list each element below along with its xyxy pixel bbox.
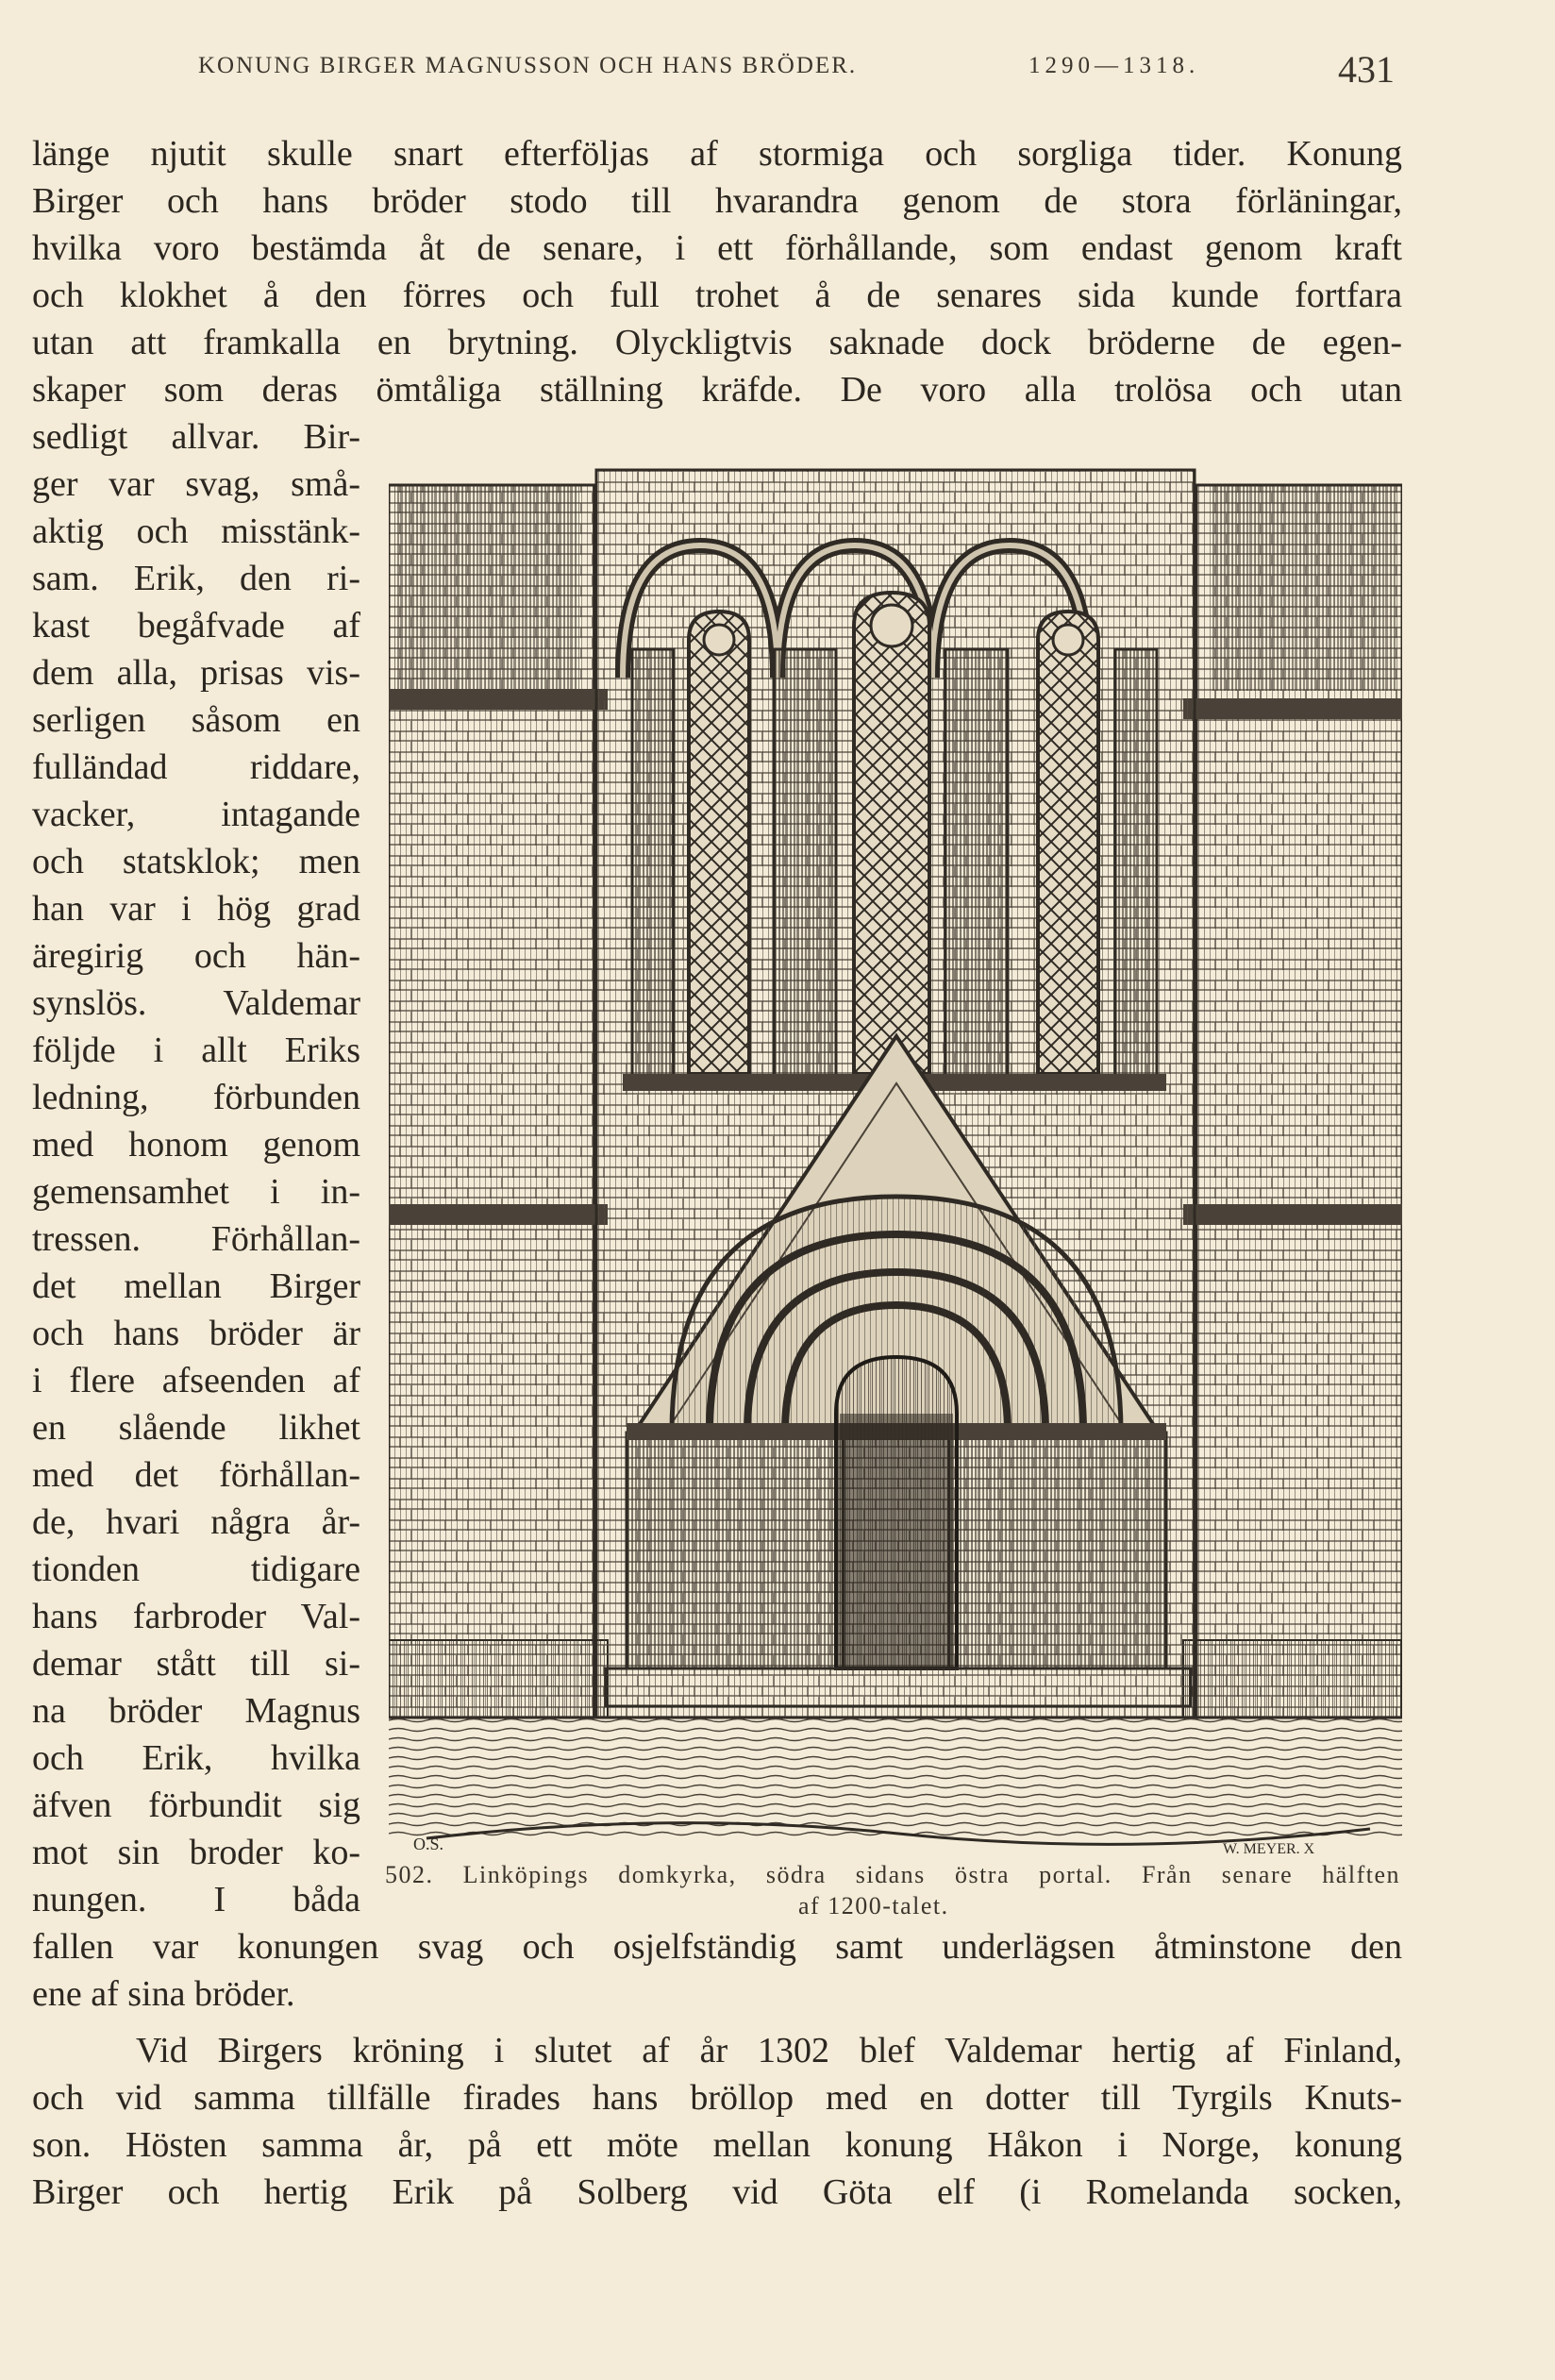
- text-line: äfven förbundit sig: [32, 1785, 360, 1825]
- text-line: gemensamhet i in-: [32, 1172, 360, 1212]
- running-years: 1290—1318.: [1028, 53, 1200, 78]
- text-line: och klokhet å den förres och full trohet å de senares sida kunde fortfara: [32, 276, 1402, 315]
- text-line: en slående likhet: [32, 1408, 360, 1448]
- page-number: 431: [1338, 48, 1395, 91]
- artist-mark-right: W. MEYER. X: [1223, 1841, 1315, 1857]
- text-line: nungen. I båda: [32, 1880, 360, 1919]
- text-line: vacker, intagande: [32, 795, 360, 834]
- text-line: med det förhållan-: [32, 1455, 360, 1495]
- text-line: det mellan Birger: [32, 1266, 360, 1306]
- text-line: länge njutit skulle snart efterföljas af stormiga och sorgliga tider. Konung: [32, 134, 1402, 174]
- text-line: synslös. Valdemar: [32, 983, 360, 1023]
- text-line: han var i hög grad: [32, 889, 360, 929]
- text-line: utan att framkalla en brytning. Olyckligtvis saknade dock bröderne de egen-: [32, 323, 1402, 362]
- text-line: tionden tidigare: [32, 1550, 360, 1589]
- text-line: son. Hösten samma år, på ett möte mellan konung Håkon i Norge, konung: [32, 2125, 1402, 2165]
- text-line: och hans bröder är: [32, 1314, 360, 1353]
- text-line: och statsklok; men: [32, 842, 360, 881]
- text-line: demar stått till si-: [32, 1644, 360, 1684]
- text-line: kast begåfvade af: [32, 606, 360, 645]
- text-line: hans farbroder Val-: [32, 1597, 360, 1636]
- text-line: aktig och misstänk-: [32, 511, 360, 551]
- text-line: dem alla, prisas vis-: [32, 653, 360, 693]
- text-line: Vid Birgers kröning i slutet af år 1302 blef Valdemar hertig af Finland,: [136, 2031, 1402, 2070]
- text-line: fallen var konungen svag och osjelfständig samt underlägsen åtminstone den: [32, 1927, 1402, 1967]
- text-line: serligen såsom en: [32, 700, 360, 740]
- text-line: ledning, förbunden: [32, 1078, 360, 1117]
- text-line: fulländad riddare,: [32, 747, 360, 787]
- text-line: hvilka voro bestämda åt de senare, i ett förhållande, som endast genom kraft: [32, 228, 1402, 268]
- running-head: [198, 53, 1415, 79]
- text-line: ger var svag, små-: [32, 464, 360, 504]
- artist-mark-left: O.S.: [413, 1835, 444, 1853]
- text-line: och Erik, hvilka: [32, 1738, 360, 1778]
- text-line: äregirig och hän-: [32, 936, 360, 976]
- text-line: skaper som deras ömtåliga ställning kräfde. De voro alla trolösa och utan: [32, 370, 1402, 410]
- engraving-svg: [389, 451, 1402, 1857]
- text-line: Birger och hans bröder stodo till hvarandra genom de stora förläningar,: [32, 181, 1402, 221]
- text-line: sam. Erik, den ri-: [32, 559, 360, 598]
- figure-caption-line-1: 502. Linköpings domkyrka, södra sidans östra portal. Från senare hälften: [385, 1861, 1400, 1888]
- text-line: de, hvari några år-: [32, 1502, 360, 1542]
- text-line: Birger och hertig Erik på Solberg vid Göta elf (i Romelanda socken,: [32, 2172, 1402, 2212]
- text-line: tressen. Förhållan-: [32, 1219, 360, 1259]
- text-line: och vid samma tillfälle firades hans bröllop med en dotter till Tyrgils Knuts-: [32, 2078, 1402, 2118]
- text-line: följde i allt Eriks: [32, 1031, 360, 1070]
- cathedral-portal-engraving: [389, 451, 1402, 1857]
- running-title: KONUNG BIRGER MAGNUSSON OCH HANS BRÖDER.: [198, 53, 858, 78]
- text-line: i flere afseenden af: [32, 1361, 360, 1400]
- text-line: sedligt allvar. Bir-: [32, 417, 360, 457]
- text-line: na bröder Magnus: [32, 1691, 360, 1731]
- text-line: ene af sina bröder.: [32, 1974, 295, 2014]
- text-line: mot sin broder ko-: [32, 1833, 360, 1872]
- figure-caption-line-2: af 1200-talet.: [798, 1892, 949, 1919]
- text-line: med honom genom: [32, 1125, 360, 1165]
